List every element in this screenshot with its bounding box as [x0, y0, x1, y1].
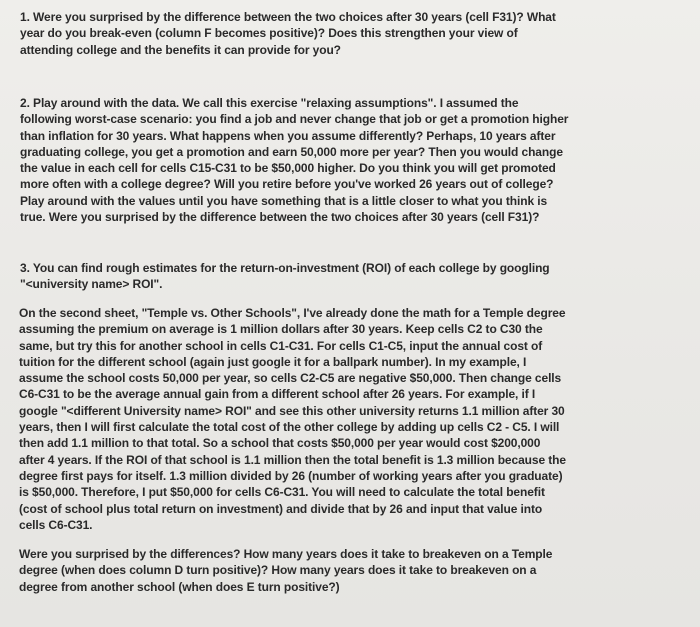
text-line: true. Were you surprised by the difference between the two choices after 30 years (cell F31)? [20, 210, 540, 225]
text-line: degree first pays for itself. 1.3 million divided by 26 (number of working years after you graduate) [19, 468, 563, 483]
text-line: assume the school costs 50,000 per year, so cells C2-C5 are negative $50,000. Then change cells [19, 371, 562, 386]
text-line: same, but try this for another school in cells C1-C31. For cells C1-C5, input the annual cost of [19, 338, 543, 353]
question-1 [20, 9, 556, 58]
text-line: cells C6-C31. [19, 517, 93, 532]
text-line: degree from another school (when does E turn positive?) [19, 579, 340, 594]
text-line: 3. You can find rough estimates for the return-on-investment (ROI) of each college by googling [20, 261, 550, 275]
text-line: assuming the premium on average is 1 million dollars after 30 years. Keep cells C2 to C30 the [19, 322, 543, 337]
question-3-instructions [19, 305, 566, 533]
text-line: "<university name> ROI". [20, 277, 163, 292]
text-line: graduating college, you get a promotion and earn 50,000 more per year? Then you would change [20, 144, 563, 159]
text-line: 2. Play around with the data. We call this exercise "relaxing assumptions". I assumed the [20, 96, 519, 110]
text-line: the value in each cell for cells C15-C31 to be $50,000 higher. Do you think you will get promoted [20, 161, 556, 176]
question-2 [20, 95, 568, 225]
text-line: year do you break-even (column F becomes positive)? Does this strengthen your view of [20, 26, 518, 41]
text-line: more often with a college degree? Will you retire before you've worked 26 years out of college? [20, 177, 554, 192]
text-line: On the second sheet, "Temple vs. Other Schools", I've already done the math for a Temple degree [19, 306, 566, 320]
question-3 [20, 260, 550, 293]
text-line: after 4 years. If the ROI of that school is 1.1 million then the total benefit is 1.3 million because the [19, 452, 566, 467]
text-line: attending college and the benefits it can provide for you? [20, 42, 341, 57]
text-line: than inflation for 30 years. What happens when you assume differently? Perhaps, 10 years after [20, 128, 556, 143]
text-line: following worst-case scenario: you find a job and never change that job or get a promotion higher [20, 112, 569, 127]
text-line: years, then I will first calculate the total cost of the other college by adding up cells C2 - C5. I will [19, 420, 560, 435]
text-line: C6-C31 to be the average annual gain from a different school after 26 years. For example, if I [19, 387, 536, 402]
text-line: google "<different University name> ROI" and see this other university returns 1.1 million after 30 [19, 403, 565, 418]
text-line: Were you surprised by the differences? How many years does it take to breakeven on a Temple [19, 547, 553, 561]
text-line: 1. Were you surprised by the difference between the two choices after 30 years (cell F31)? What [20, 10, 556, 24]
text-line: then add 1.1 million to that total. So a school that costs $50,000 per year would cost $200,000 [19, 436, 541, 451]
text-line: Play around with the values until you have something that is a little closer to what you think is [20, 193, 548, 208]
text-line: tuition for the different school (again just google it for a ballpark number). In my example, I [19, 354, 527, 369]
text-line: (cost of school plus total return on investment) and divide that by 26 and input that value into [19, 501, 543, 516]
question-3-followup [19, 546, 552, 595]
text-line: is $50,000. Therefore, I put $50,000 for cells C6-C31. You will need to calculate the total benefit [19, 485, 545, 500]
text-line: degree (when does column D turn positive)? How many years does it take to breakeven on a [19, 563, 537, 578]
